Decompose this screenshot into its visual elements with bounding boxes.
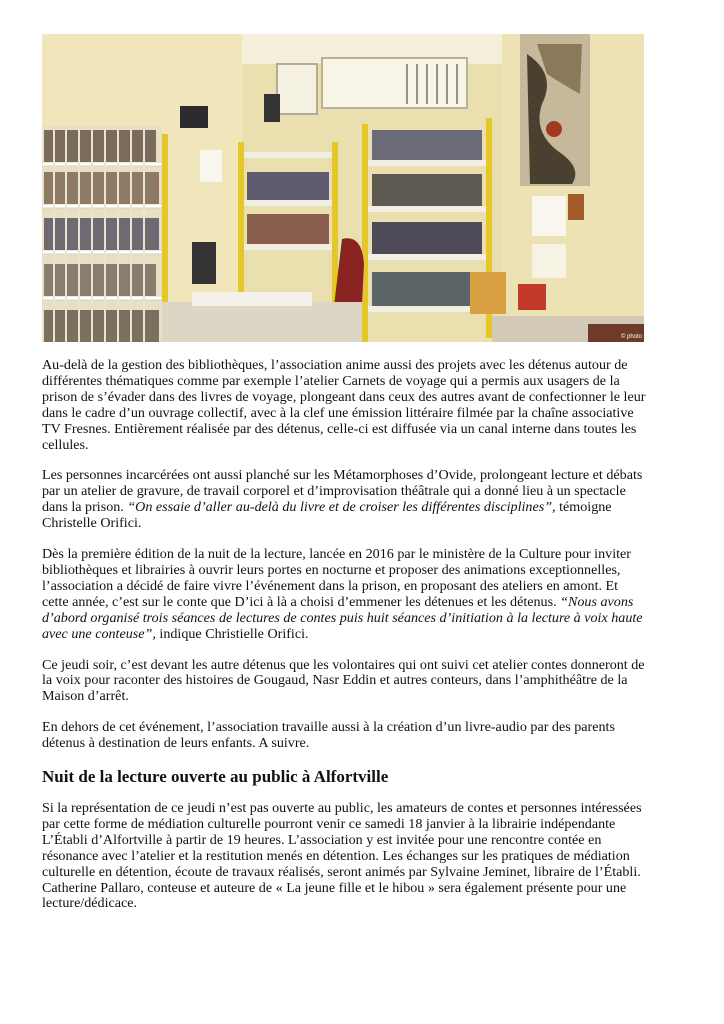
- section-paragraph: Si la représentation de ce jeudi n’est pas ouverte au public, les amateurs de contes et personnes intéressées par cette forme de médiation culturelle pourront venir ce samedi 18 janvier à la librairie indépendante L’Établi d’Alfortville à partir de 19 heures. L’association y est invitée pour une rencontre contée en résonance avec l’atelier et la restitution menés en détention. Les échanges sur les pratiques de médiation culturelle en détention, écoute de travaux réalisés, seront animés par Sylvaine Jeminet, libraire de l’Établi. Catherine Pallaro, conteuse et auteure de « La jeune fille et le hibou » sera également présente pour une lecture/dédicace.: [42, 800, 642, 912]
- photo-credit: © photo: [620, 334, 642, 340]
- paragraph-5-text: En dehors de cet événement, l’association travaille aussi à la création d’un livre-audio par des parents détenus à destination de leurs enfants. A suivre.: [42, 719, 615, 752]
- paragraph-2-quote: “On essaie d’aller au-delà du livre et de croiser les différentes disciplines”,: [127, 499, 556, 516]
- paragraph-5: [42, 720, 646, 752]
- paragraph-1-text: Au-delà de la gestion des bibliothèques, l’association anime aussi des projets avec les détenus autour de différentes thématiques comme par exemple l’atelier Carnets de voyage qui a permis aux usagers de la prison de s’évader dans des livres de voyage, plongeant dans ceux des autres avant de confectionner le leur dans le cadre d’un ouvrage collectif, avec à la clef une émission littéraire filmée par la chaîne associative TV Fresnes. Entièrement réalisée par des détenus, celle-ci est diffusée via un canal interne dans toutes les cellules.: [42, 357, 646, 453]
- paragraph-2-text: Les personnes incarcérées ont aussi planché sur les Métamorphoses d’Ovide, prolongeant lecture et débats par un atelier de gravure, de travail corporel et d’improvisation théâtrale qui a donné lieu à un spectacle dans la prison.: [42, 467, 643, 516]
- paragraph-3-quote: “Nous avons d’abord organisé trois séances de lectures de contes puis huit séances d’initiation à la lecture à voix haute avec une conteuse”,: [42, 593, 643, 642]
- paragraph-3: [42, 547, 646, 642]
- article: [42, 34, 646, 927]
- paragraph-4: [42, 658, 646, 706]
- paragraph-2-attribution: témoigne Christelle Orifici.: [42, 499, 612, 532]
- section-heading: Nuit de la lecture ouverte au public à Alfortville: [42, 767, 389, 787]
- paragraph-2: [42, 468, 646, 532]
- library-photo: [42, 34, 644, 342]
- paragraph-3-attribution: indique Christielle Orifici.: [155, 625, 309, 642]
- article-body: [42, 358, 646, 912]
- paragraph-3-text: Dès la première édition de la nuit de la lecture, lancée en 2016 par le ministère de la Culture pour inviter bibliothèques et librairies à ouvrir leurs portes en nocturne et proposer des animations exceptionnelles, l’association a décidé de faire vivre l’événement dans la prison, en proposant des ateliers en amont. Et cette année, c’est sur le conte que D’ici à là a choisi d’emmener les détenues et les détenus.: [42, 546, 631, 610]
- paragraph-1: [42, 358, 646, 453]
- paragraph-4-text: Ce jeudi soir, c’est devant les autre détenus que les volontaires qui ont suivi cet atelier contes donneront de la voix pour raconter des histoires de Gougaud, Nasr Eddin et autres conteurs, dans l’amphithéâtre de la Maison d’arrêt.: [42, 656, 645, 705]
